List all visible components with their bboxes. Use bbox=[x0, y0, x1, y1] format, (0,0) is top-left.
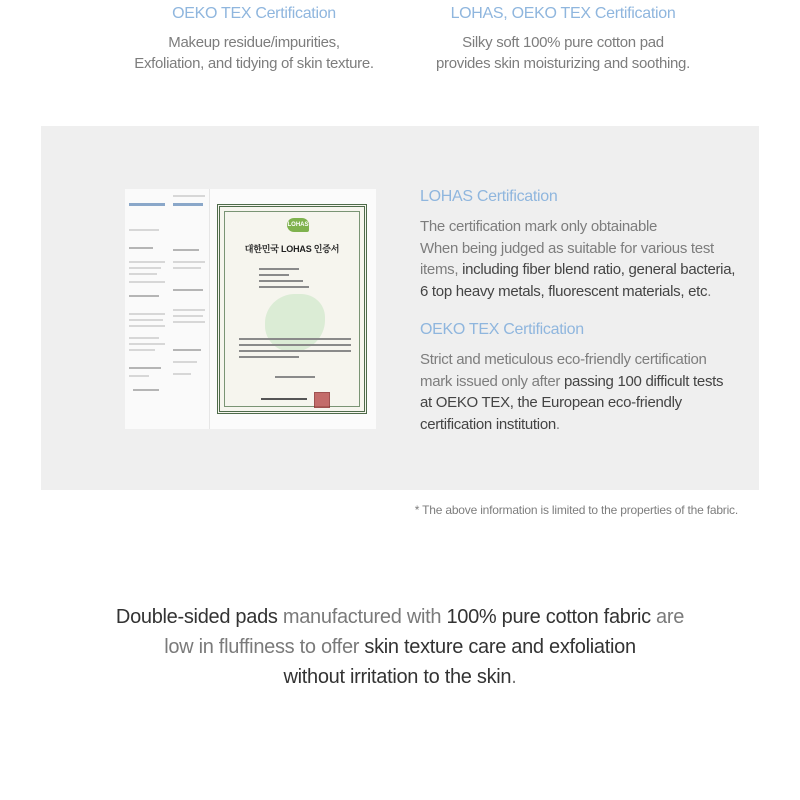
feature-desc-line: Makeup residue/impurities, bbox=[168, 34, 340, 51]
feature-column-lohas-oeko bbox=[413, 0, 713, 74]
feature-description bbox=[104, 32, 404, 74]
feature-description bbox=[413, 32, 713, 74]
lohas-title: LOHAS Certification bbox=[420, 188, 558, 205]
certification-panel bbox=[41, 126, 759, 490]
fabric-disclaimer: * The above information is limited to the properties of the fabric. bbox=[414, 503, 738, 517]
certificate-heading: 대한민국 LOHAS 인증서 bbox=[244, 244, 340, 254]
feature-title: LOHAS, OEKO TEX Certification bbox=[450, 5, 676, 22]
feature-desc-line: provides skin moisturizing and soothing. bbox=[436, 55, 690, 72]
official-seal-icon bbox=[314, 392, 330, 408]
document-sheet bbox=[169, 189, 210, 429]
document-sheet bbox=[125, 189, 170, 429]
certificate-image bbox=[125, 189, 376, 429]
feature-column-oeko bbox=[104, 0, 404, 74]
lohas-certificate bbox=[217, 204, 367, 414]
lohas-logo-icon: LOHAS bbox=[287, 218, 309, 232]
oeko-description: Strict and meticulous eco-friendly certification mark issued only after passing 100 difficult tests at OEKO TEX, the European eco-friendly certification institution. bbox=[420, 351, 724, 433]
lohas-description: The certification mark only obtainable When being judged as suitable for various test items, including fiber blend ratio, general bacteria, 6 top heavy metals, fluorescent materials, etc. bbox=[420, 218, 736, 300]
feature-title: OEKO TEX Certification bbox=[172, 5, 336, 22]
product-summary: Double-sided pads manufactured with 100% pure cotton fabric are low in fluffiness to offer skin texture care and exfoliation without irritation to the skin. bbox=[115, 606, 685, 688]
certification-text bbox=[420, 186, 750, 435]
feature-desc-line: Silky soft 100% pure cotton pad bbox=[462, 34, 664, 51]
feature-desc-line: Exfoliation, and tidying of skin texture. bbox=[134, 55, 374, 72]
oeko-title: OEKO TEX Certification bbox=[420, 321, 584, 338]
